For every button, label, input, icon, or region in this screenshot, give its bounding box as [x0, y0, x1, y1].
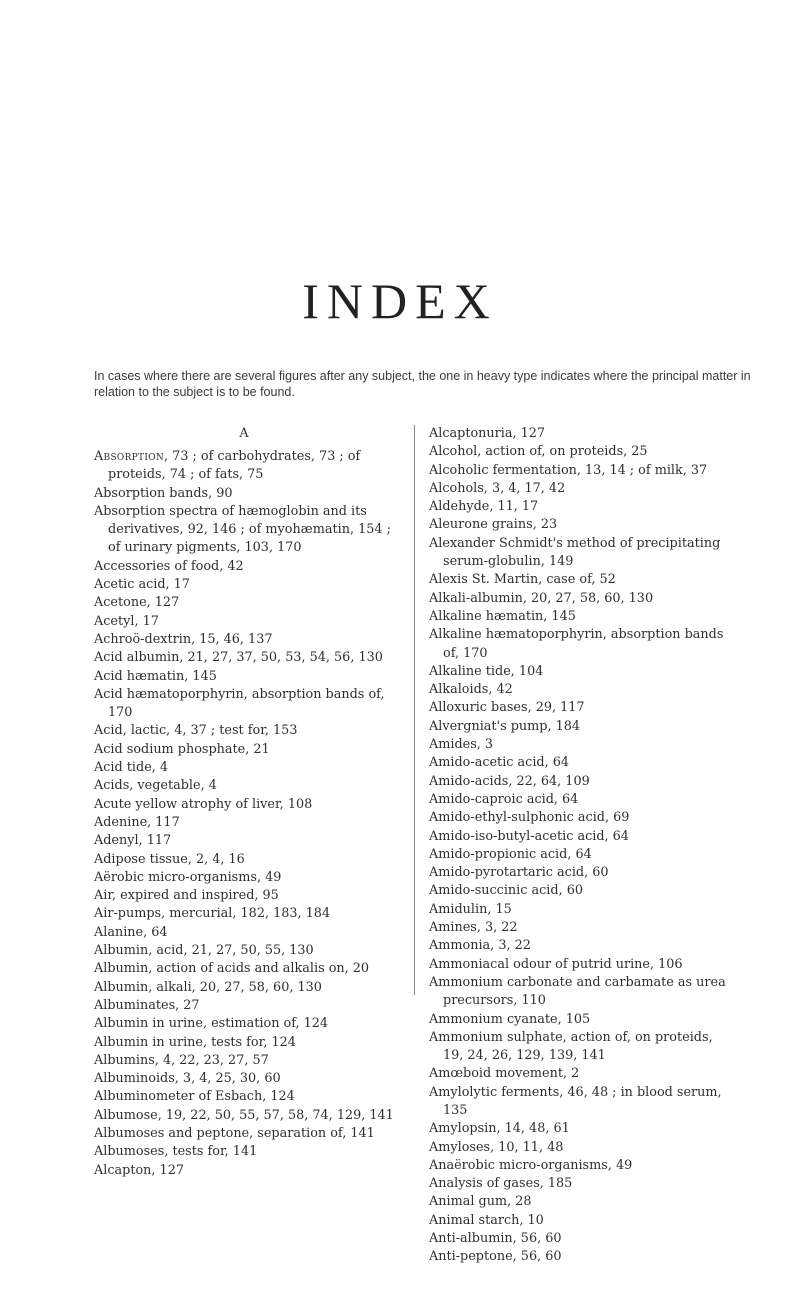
index-entry-text: Acetic acid, 17	[94, 577, 190, 593]
index-entry	[94, 741, 394, 759]
index-entry	[429, 937, 729, 955]
index-entry	[429, 956, 729, 974]
index-entry	[94, 997, 394, 1015]
index-entry	[429, 425, 729, 443]
index-entry	[429, 718, 729, 736]
index-entry	[94, 887, 394, 905]
index-entry	[429, 535, 729, 572]
index-entry	[94, 1088, 394, 1106]
index-entry-text: Accessories of food, 42	[94, 558, 244, 574]
index-entry-text: Air-pumps, mercurial, 182, 183, 184	[94, 906, 331, 922]
index-entry	[94, 631, 394, 649]
index-entry-text: Aldehyde, 11, 17	[429, 499, 539, 515]
index-entry-text: Albuminoids, 3, 4, 25, 30, 60	[94, 1071, 281, 1087]
index-entry-text: Alcaptonuria, 127	[429, 426, 546, 441]
index-entry-text: Adenyl, 117	[94, 833, 172, 849]
index-entry-text: Alcohol, action of, on proteids, 25	[429, 444, 648, 460]
index-entry-text: Amylolytic ferments, 46, 48 ; in blood serum, 135	[429, 1084, 722, 1118]
index-entry-text: Achroö-dextrin, 15, 46, 137	[94, 631, 273, 647]
index-entry-text: Anaërobic micro-organisms, 49	[429, 1157, 633, 1173]
index-entry	[429, 1120, 729, 1138]
index-entry-text: Aërobic micro-organisms, 49	[94, 869, 282, 885]
index-entry-text: Amido-caproic acid, 64	[429, 791, 579, 807]
index-entry-text: Amœboid movement, 2	[429, 1066, 580, 1082]
index-entry	[429, 1084, 729, 1121]
index-entry-text: Amides, 3	[429, 737, 494, 753]
index-entry	[94, 686, 394, 723]
index-entry	[94, 777, 394, 795]
index-entry	[94, 1125, 394, 1143]
index-entry	[94, 942, 394, 960]
index-entry	[429, 1139, 729, 1157]
index-entry-text: Acid tide, 4	[94, 760, 169, 776]
index-list-right	[429, 425, 729, 1267]
index-entry-text: Amido-propionic acid, 64	[429, 846, 592, 862]
index-entry	[94, 1034, 394, 1052]
index-entry	[429, 1175, 729, 1193]
index-entry	[429, 608, 729, 626]
index-entry-text: Ammonium carbonate and carbamate as urea precursors, 110	[429, 974, 726, 1009]
index-entry-text: Ammonia, 3, 22	[429, 938, 531, 954]
index-entry	[429, 462, 729, 480]
index-entry-text: Albumin, alkali, 20, 27, 58, 60, 130	[94, 979, 322, 995]
index-entry-text: Animal starch, 10	[429, 1212, 544, 1228]
index-entry-text: Alanine, 64	[94, 924, 168, 940]
index-entry	[429, 1011, 729, 1029]
index-entry-text: Anti-peptone, 56, 60	[429, 1249, 562, 1265]
index-entry	[429, 773, 729, 791]
column-divider	[414, 425, 415, 995]
index-entry-text: Albuminates, 27	[94, 997, 200, 1013]
index-entry-text: Albumose, 19, 22, 50, 55, 57, 58, 74, 129, 141	[94, 1107, 394, 1123]
index-entry	[429, 571, 729, 589]
index-entry	[429, 626, 729, 663]
index-entry-text: Adipose tissue, 2, 4, 16	[94, 851, 245, 867]
index-entry	[429, 681, 729, 699]
index-entry	[429, 791, 729, 809]
index-entry	[94, 1162, 394, 1180]
index-entry	[94, 905, 394, 923]
section-letter: A	[239, 426, 249, 441]
index-entry	[429, 1157, 729, 1175]
index-entry	[429, 516, 729, 534]
index-entry-text: Alexander Schmidt's method of precipitating serum-globulin, 149	[429, 535, 721, 570]
index-entry	[94, 594, 394, 612]
index-entry	[429, 846, 729, 864]
index-entry-text: Acetyl, 17	[94, 613, 159, 629]
index-entry-text: Albumin in urine, tests for, 124	[94, 1034, 296, 1050]
index-entry-text: Alcoholic fermentation, 13, 14 ; of milk, 37	[429, 462, 708, 478]
index-entry	[94, 960, 394, 978]
index-entry	[429, 901, 729, 919]
index-entry	[429, 919, 729, 937]
index-entry	[94, 851, 394, 869]
index-entry-text: Amido-acids, 22, 64, 109	[429, 773, 590, 789]
index-entry	[429, 1065, 729, 1083]
index-entry-text: Alloxuric bases, 29, 117	[429, 700, 585, 716]
index-entry	[94, 722, 394, 740]
index-entry-text: Absorption spectra of hæmoglobin and its derivatives, 92, 146 ; of myohæmatin, 154 ; of urinary pigments, 103, 170	[94, 503, 391, 556]
index-entry-text: , 73 ; of carbohydrates, 73 ; of proteids, 74 ; of fats, 75	[108, 449, 361, 483]
index-entry-text: Anti-albumin, 56, 60	[429, 1231, 562, 1247]
index-entry	[429, 699, 729, 717]
index-entry-text: Albumoses, tests for, 141	[94, 1144, 258, 1160]
index-entry-text: Albumin in urine, estimation of, 124	[94, 1016, 329, 1032]
index-entry	[429, 498, 729, 516]
index-entry	[94, 613, 394, 631]
index-list-left	[94, 448, 394, 1180]
index-entry-text: Adenine, 117	[94, 814, 180, 830]
index-entry	[429, 864, 729, 882]
index-entry-text: Amido-acetic acid, 64	[429, 755, 570, 771]
index-entry	[94, 814, 394, 832]
index-entry	[429, 1248, 729, 1266]
index-entry-text: Amido-succinic acid, 60	[429, 883, 583, 899]
index-entry	[94, 979, 394, 997]
index-entry	[94, 1107, 394, 1125]
page-title: INDEX	[302, 273, 498, 329]
index-entry-text: Absorption bands, 90	[94, 485, 233, 501]
index-entry-text: Alkaloids, 42	[429, 682, 513, 698]
index-entry-text: Acid hæmatin, 145	[94, 668, 217, 684]
index-entry-text: Alkaline hæmatoporphyrin, absorption bands of, 170	[429, 627, 724, 661]
index-entry	[94, 832, 394, 850]
index-entry	[429, 1230, 729, 1248]
index-entry-text: Ammonium cyanate, 105	[429, 1011, 591, 1027]
index-entry-text: Acid, lactic, 4, 37 ; test for, 153	[94, 723, 298, 739]
index-column-left	[94, 425, 394, 1180]
index-entry	[429, 443, 729, 461]
index-entry-text: Albumin, acid, 21, 27, 50, 55, 130	[94, 943, 314, 959]
index-entry-text: Amido-iso-butyl-acetic acid, 64	[429, 828, 629, 844]
index-entry-text: Albumins, 4, 22, 23, 27, 57	[94, 1052, 269, 1068]
index-entry	[429, 828, 729, 846]
index-entry-text: Analysis of gases, 185	[429, 1176, 573, 1192]
index-entry	[429, 754, 729, 772]
index-entry	[94, 448, 394, 485]
index-entry-text: Amyloses, 10, 11, 48	[429, 1139, 564, 1155]
index-entry-text: Acetone, 127	[94, 595, 180, 611]
index-entry-text: Albumin, action of acids and alkalis on, 20	[94, 961, 370, 977]
index-entry	[94, 503, 394, 558]
index-entry	[429, 1029, 729, 1066]
index-entry	[429, 663, 729, 681]
index-entry-text: Acute yellow atrophy of liver, 108	[94, 796, 313, 812]
index-entry	[94, 1052, 394, 1070]
index-entry-text: Albuminometer of Esbach, 124	[94, 1089, 295, 1105]
index-entry-text: Amidulin, 15	[429, 901, 512, 917]
index-entry-text: Ammonium sulphate, action of, on proteids, 19, 24, 26, 129, 139, 141	[429, 1029, 713, 1064]
index-entry	[94, 759, 394, 777]
index-entry	[94, 485, 394, 503]
index-entry	[94, 558, 394, 576]
index-entry-text: Acids, vegetable, 4	[94, 778, 217, 794]
index-entry-text: Animal gum, 28	[429, 1194, 532, 1210]
index-entry-text: Amylopsin, 14, 48, 61	[429, 1121, 570, 1137]
index-column-right	[429, 425, 729, 1267]
index-entry	[94, 1015, 394, 1033]
index-entry	[429, 809, 729, 827]
index-entry-text: Ammoniacal odour of putrid urine, 106	[429, 956, 683, 972]
index-entry	[429, 480, 729, 498]
index-entry-text: Albumoses and peptone, separation of, 141	[94, 1125, 375, 1141]
index-entry	[429, 590, 729, 608]
index-entry	[429, 974, 729, 1011]
index-entry	[94, 869, 394, 887]
index-entry-text: Air, expired and inspired, 95	[94, 888, 279, 904]
index-entry	[94, 668, 394, 686]
index-entry-text: Alkali-albumin, 20, 27, 58, 60, 130	[429, 590, 654, 606]
index-entry-text: Amido-pyrotartaric acid, 60	[429, 865, 609, 881]
index-entry	[94, 796, 394, 814]
index-entry-text: Acid albumin, 21, 27, 37, 50, 53, 54, 56, 130	[94, 650, 383, 666]
index-entry	[94, 1143, 394, 1161]
index-entry-text: Alvergniat's pump, 184	[429, 718, 581, 734]
index-entry	[94, 1070, 394, 1088]
index-entry-text: Alkaline tide, 104	[429, 663, 544, 679]
index-entry-text: Alexis St. Martin, case of, 52	[429, 572, 616, 588]
index-entry-text: Acid hæmatoporphyrin, absorption bands of, 170	[94, 686, 385, 721]
index-entry-text: Aleurone grains, 23	[429, 517, 558, 533]
index-entry	[429, 1212, 729, 1230]
index-entry-text: Alkaline hæmatin, 145	[429, 608, 576, 624]
index-entry	[429, 1193, 729, 1211]
index-entry-text: Acid sodium phosphate, 21	[94, 741, 270, 757]
index-entry-text: Alcapton, 127	[94, 1162, 184, 1178]
index-entry-text: Alcohols, 3, 4, 17, 42	[429, 480, 566, 496]
intro-note: In cases where there are several figures after any subject, the one in heavy type indicates where the principal matter in relation to the subject is to be found.	[94, 369, 751, 399]
index-entry-text: Amido-ethyl-sulphonic acid, 69	[429, 810, 630, 826]
index-entry	[94, 924, 394, 942]
index-entry	[429, 882, 729, 900]
index-entry	[429, 736, 729, 754]
index-entry-heading: Absorption	[94, 449, 165, 464]
index-entry	[94, 576, 394, 594]
index-entry	[94, 649, 394, 667]
index-entry-text: Amines, 3, 22	[429, 920, 518, 936]
